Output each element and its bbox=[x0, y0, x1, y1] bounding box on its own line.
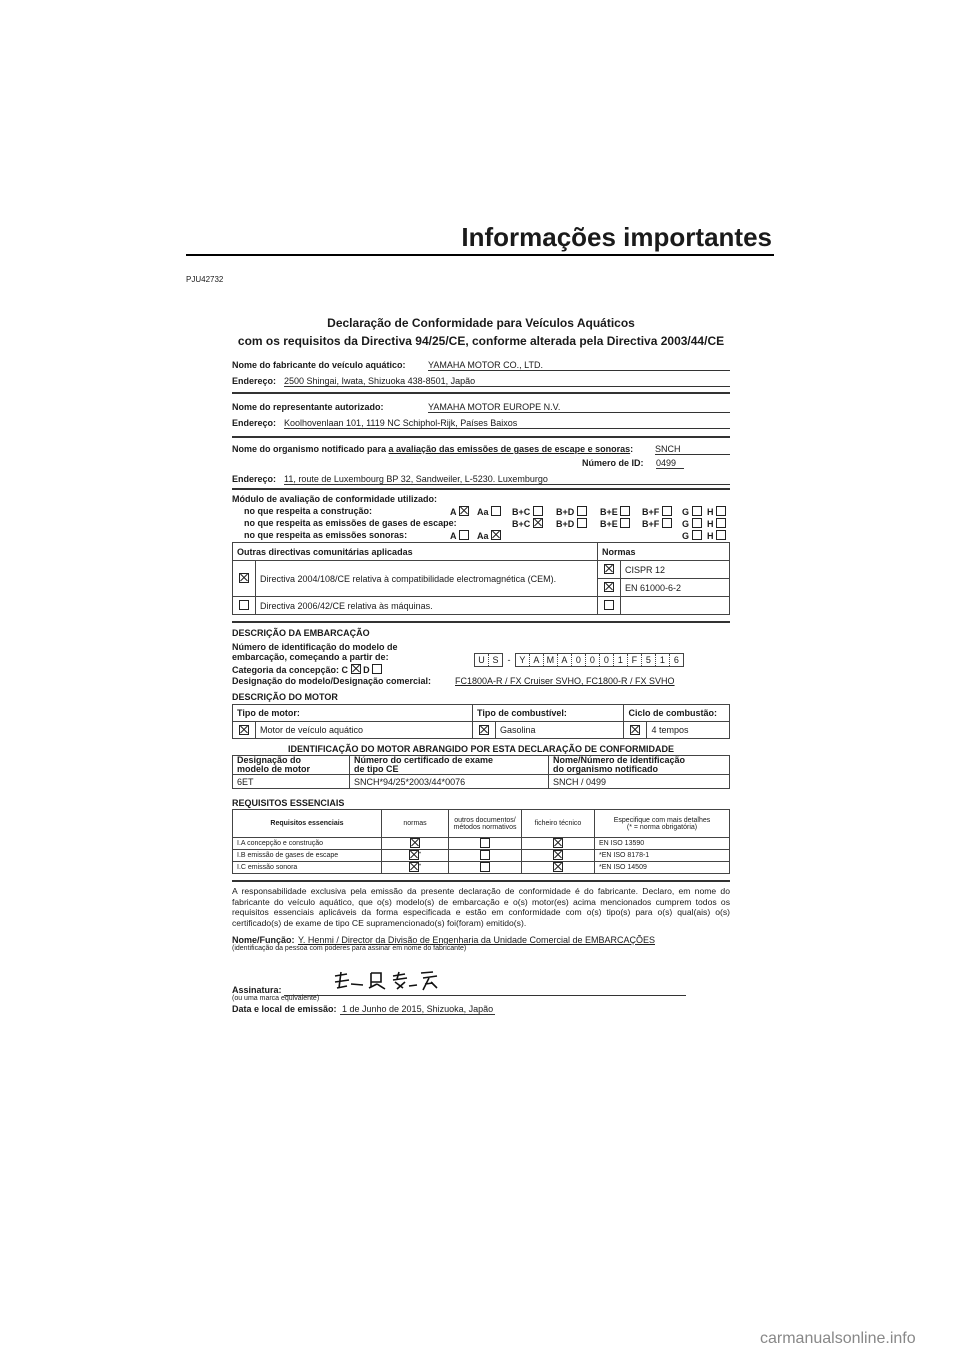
col-cert: Número do certificado de exame de tipo CE bbox=[350, 756, 549, 775]
notified-body-name: SNCH bbox=[655, 444, 730, 455]
checkbox bbox=[716, 518, 726, 528]
hin-character: 0 bbox=[599, 654, 613, 666]
declaration-title-1: Declaração de Conformidade para Veículos Aquáticos bbox=[327, 316, 635, 330]
craft-heading: DESCRIÇÃO DA EMBARCAÇÃO bbox=[232, 628, 370, 638]
module-construction: no que respeita a construção: bbox=[244, 506, 373, 516]
hin-body bbox=[515, 653, 684, 667]
req-col-norms: normas bbox=[382, 810, 449, 838]
module-bd-1: B+D bbox=[556, 506, 587, 517]
module-a-3: A bbox=[450, 530, 469, 541]
module-bf-2: B+F bbox=[642, 518, 672, 529]
responsibility-statement: A responsabilidade exclusiva pela emissão da presente declaração de conformidade é do fabricante. Declaro, em nome do fabricante do veículo aquático, que o(s) modelo(s) de embarcação e o(s) motor(es) acima mencionados cumprem todos os requisitos essenciais aplicáveis da forma especificada e estão em conformidade com o(s) tipo(s) para o(s) qual(ais) o(s) certificado(s) de exame de tipo CE supramencionado(s) foi(foram) emitido(s). bbox=[232, 886, 730, 928]
page-code: PJU42732 bbox=[186, 275, 224, 284]
hin-character: 0 bbox=[571, 654, 585, 666]
checkbox bbox=[692, 506, 702, 516]
checkbox bbox=[577, 518, 587, 528]
checkbox-checked bbox=[553, 850, 563, 860]
module-bc-2: B+C bbox=[512, 518, 543, 529]
req-row-3-name: I.C emissão sonora bbox=[233, 862, 382, 874]
notified-id: 0499 bbox=[656, 458, 684, 469]
date-label: Data e local de emissão: bbox=[232, 1004, 337, 1014]
checkbox bbox=[692, 518, 702, 528]
checkbox bbox=[372, 664, 382, 674]
declaration-title-2: com os requisitos da Directiva 94/25/CE, conforme alterada pela Directiva 2003/44/CE bbox=[237, 334, 725, 348]
manufacturer-address: 2500 Shingai, Iwata, Shizuoka 438-8501, Japão bbox=[284, 376, 730, 387]
hin-prefix bbox=[474, 653, 503, 667]
checkbox bbox=[662, 518, 672, 528]
fuel-type: Gasolina bbox=[496, 722, 624, 739]
module-bd-2: B+D bbox=[556, 518, 587, 529]
checkbox-checked bbox=[239, 573, 249, 583]
requirements-table bbox=[232, 809, 730, 874]
model-value: FC1800A-R / FX Cruiser SVHO, FC1800-R / FX SVHO bbox=[455, 676, 675, 686]
req-row-3-norm: * bbox=[382, 862, 449, 874]
section-rule bbox=[232, 621, 730, 623]
checkbox-checked bbox=[459, 506, 469, 516]
section-rule bbox=[232, 392, 730, 394]
signature-image bbox=[333, 970, 441, 992]
directives-header: Outras directivas comunitárias aplicadas bbox=[233, 543, 598, 561]
checkbox-checked bbox=[630, 725, 640, 735]
col-engine-model: Designação do modelo de motor bbox=[233, 756, 350, 775]
notified-id-label: Número de ID: bbox=[582, 458, 644, 468]
page-title: Informações importantes bbox=[461, 222, 772, 252]
cycle-header: Ciclo de combustão: bbox=[624, 705, 730, 722]
engine-id-table bbox=[232, 755, 730, 789]
category-row: Categoria da concepção: C D bbox=[232, 664, 382, 675]
checkbox bbox=[716, 506, 726, 516]
checkbox-checked bbox=[351, 664, 361, 674]
hin-number bbox=[474, 650, 684, 668]
checkbox bbox=[533, 506, 543, 516]
cycle-value: 4 tempos bbox=[647, 722, 730, 739]
notified-address-label: Endereço: bbox=[232, 474, 277, 484]
checkbox bbox=[459, 530, 469, 540]
manufacturer-address-label: Endereço: bbox=[232, 376, 277, 386]
hin-character: Y bbox=[519, 655, 526, 665]
req-col-tech-file: ficheiro técnico bbox=[522, 810, 595, 838]
hin-label-1: Número de identificação do modelo de bbox=[232, 642, 398, 652]
signature-label: Assinatura: bbox=[232, 985, 282, 995]
hin-character: 5 bbox=[641, 654, 655, 666]
engine-model: 6ET bbox=[233, 775, 350, 789]
notified-body-label: Nome do organismo notificado para a avaliação das emissões de gases de escape e sonoras: bbox=[232, 444, 634, 454]
checkbox-checked bbox=[410, 838, 420, 848]
req-col-name: Requisitos essenciais bbox=[233, 810, 382, 838]
norm-3-check bbox=[598, 597, 621, 615]
checkbox bbox=[480, 838, 490, 848]
norm-1: CISPR 12 bbox=[621, 561, 730, 579]
representative-address: Koolhovenlaan 101, 1119 NC Schiphol-Rijk, Países Baixos bbox=[284, 418, 730, 429]
engine-type-check bbox=[233, 722, 256, 739]
checkbox bbox=[604, 600, 614, 610]
checkbox bbox=[480, 862, 490, 872]
hin-character: 1 bbox=[655, 654, 669, 666]
section-rule bbox=[232, 880, 730, 882]
col-notified-body: Nome/Número de identificação do organismo notificado bbox=[549, 756, 730, 775]
hin-character: A bbox=[529, 654, 543, 666]
req-row-2-file bbox=[522, 850, 595, 862]
req-row-2-name: I.B emissão de gases de escape bbox=[233, 850, 382, 862]
directives-table bbox=[232, 542, 730, 615]
req-row-2-norm: * bbox=[382, 850, 449, 862]
module-be-1: B+E bbox=[600, 506, 630, 517]
directive-1: Directiva 2004/108/CE relativa à compatibilidade electromagnética (CEM). bbox=[256, 561, 598, 597]
engine-cert: SNCH*94/25*2003/44*0076 bbox=[350, 775, 549, 789]
engine-heading: DESCRIÇÃO DO MOTOR bbox=[232, 692, 338, 702]
representative-address-label: Endereço: bbox=[232, 418, 277, 428]
norm-1-check bbox=[598, 561, 621, 579]
checkbox bbox=[692, 530, 702, 540]
manufacturer-label: Nome do fabricante do veículo aquático: bbox=[232, 360, 406, 370]
checkbox-checked bbox=[553, 862, 563, 872]
req-row-3-file bbox=[522, 862, 595, 874]
module-bf-1: B+F bbox=[642, 506, 672, 517]
requirements-heading: REQUISITOS ESSENCIAIS bbox=[232, 798, 345, 808]
manufacturer-name: YAMAHA MOTOR CO., LTD. bbox=[428, 360, 730, 371]
checkbox-checked bbox=[239, 725, 249, 735]
model-label: Designação do modelo/Designação comercial: bbox=[232, 676, 432, 686]
module-noise: no que respeita as emissões sonoras: bbox=[244, 530, 408, 540]
signatory-note: (identificação da pessoa com poderes para assinar em nome do fabricante) bbox=[232, 945, 467, 952]
req-row-1-file bbox=[522, 838, 595, 850]
module-aa-3: Aa bbox=[477, 530, 501, 541]
req-row-3-detail: *EN ISO 14509 bbox=[595, 862, 730, 874]
module-aa-1: Aa bbox=[477, 506, 501, 517]
module-exhaust: no que respeita as emissões de gases de escape: bbox=[244, 518, 457, 528]
directive-2-check bbox=[233, 597, 256, 615]
hin-character: F bbox=[627, 654, 641, 666]
checkbox-checked bbox=[479, 725, 489, 735]
hin-character: M bbox=[543, 654, 557, 666]
cycle-check bbox=[624, 722, 647, 739]
checkbox-checked bbox=[409, 850, 419, 860]
watermark: carmanualsonline.info bbox=[760, 1330, 916, 1347]
checkbox bbox=[620, 518, 630, 528]
checkbox bbox=[239, 600, 249, 610]
module-g-1: G bbox=[682, 506, 702, 517]
module-g-3: G bbox=[682, 530, 702, 541]
checkbox-checked bbox=[553, 838, 563, 848]
checkbox bbox=[662, 506, 672, 516]
hin-character: U bbox=[478, 655, 485, 665]
checkbox bbox=[577, 506, 587, 516]
req-row-1-other bbox=[449, 838, 522, 850]
representative-label: Nome do representante autorizado: bbox=[232, 402, 384, 412]
hin-character: A bbox=[557, 654, 571, 666]
module-h-2: H bbox=[707, 518, 726, 529]
checkbox bbox=[716, 530, 726, 540]
representative-name: YAMAHA MOTOR EUROPE N.V. bbox=[428, 402, 730, 413]
module-heading: Módulo de avaliação de conformidade utilizado: bbox=[232, 494, 438, 504]
checkbox bbox=[491, 506, 501, 516]
norm-3 bbox=[621, 597, 730, 615]
req-row-2-other bbox=[449, 850, 522, 862]
checkbox-checked bbox=[533, 518, 543, 528]
directive-2: Directiva 2006/42/CE relativa às máquinas. bbox=[256, 597, 598, 615]
req-row-2-detail: *EN ISO 8178-1 bbox=[595, 850, 730, 862]
section-rule bbox=[232, 436, 730, 438]
section-rule bbox=[232, 488, 730, 490]
signatory-value: Y. Henmi / Director da Divisão de Engenharia da Unidade Comercial de EMBARCAÇÕES bbox=[298, 935, 655, 945]
hin-label-2: embarcação, começando a partir de: bbox=[232, 652, 389, 662]
fuel-check bbox=[473, 722, 496, 739]
req-row-1-norm bbox=[382, 838, 449, 850]
module-be-2: B+E bbox=[600, 518, 630, 529]
hin-dash: - bbox=[507, 655, 511, 665]
engine-body: SNCH / 0499 bbox=[549, 775, 730, 789]
module-a-1: A bbox=[450, 506, 469, 517]
title-rule bbox=[186, 254, 774, 256]
date-value: 1 de Junho de 2015, Shizuoka, Japão bbox=[342, 1004, 494, 1014]
req-col-detail: Especifique com mais detalhes (* = norma obrigatória) bbox=[595, 810, 730, 838]
engine-type-header: Tipo de motor: bbox=[233, 705, 473, 722]
checkbox bbox=[480, 850, 490, 860]
req-row-1-name: I.A concepção e construção bbox=[233, 838, 382, 850]
checkbox-checked bbox=[604, 582, 614, 592]
checkbox-checked bbox=[409, 862, 419, 872]
checkbox bbox=[620, 506, 630, 516]
signature-note: (ou uma marca equivalente) bbox=[232, 995, 320, 1002]
module-h-1: H bbox=[707, 506, 726, 517]
req-row-1-detail: EN ISO 13590 bbox=[595, 838, 730, 850]
req-row-3-other bbox=[449, 862, 522, 874]
checkbox-checked bbox=[491, 530, 501, 540]
hin-character: 0 bbox=[585, 654, 599, 666]
fuel-type-header: Tipo de combustível: bbox=[473, 705, 624, 722]
hin-character: 1 bbox=[613, 654, 627, 666]
module-h-3: H bbox=[707, 530, 726, 541]
signatory-label: Nome/Função: bbox=[232, 935, 295, 945]
engine-type: Motor de veículo aquático bbox=[256, 722, 473, 739]
norm-2: EN 61000-6-2 bbox=[621, 579, 730, 597]
req-col-other: outros documentos/ métodos normativos bbox=[449, 810, 522, 838]
module-bc-1: B+C bbox=[512, 506, 543, 517]
hin-character: 6 bbox=[669, 654, 683, 666]
module-g-2: G bbox=[682, 518, 702, 529]
norm-2-check bbox=[598, 579, 621, 597]
checkbox-checked bbox=[604, 564, 614, 574]
notified-address: 11, route de Luxembourg BP 32, Sandweiler, L-5230. Luxemburgo bbox=[284, 474, 730, 485]
hin-character: S bbox=[488, 654, 502, 666]
directive-1-check bbox=[233, 561, 256, 597]
engine-table bbox=[232, 704, 730, 739]
engine-id-heading: IDENTIFICAÇÃO DO MOTOR ABRANGIDO POR ESTA DECLARAÇÃO DE CONFORMIDADE bbox=[288, 744, 674, 754]
norms-header: Normas bbox=[598, 543, 730, 561]
